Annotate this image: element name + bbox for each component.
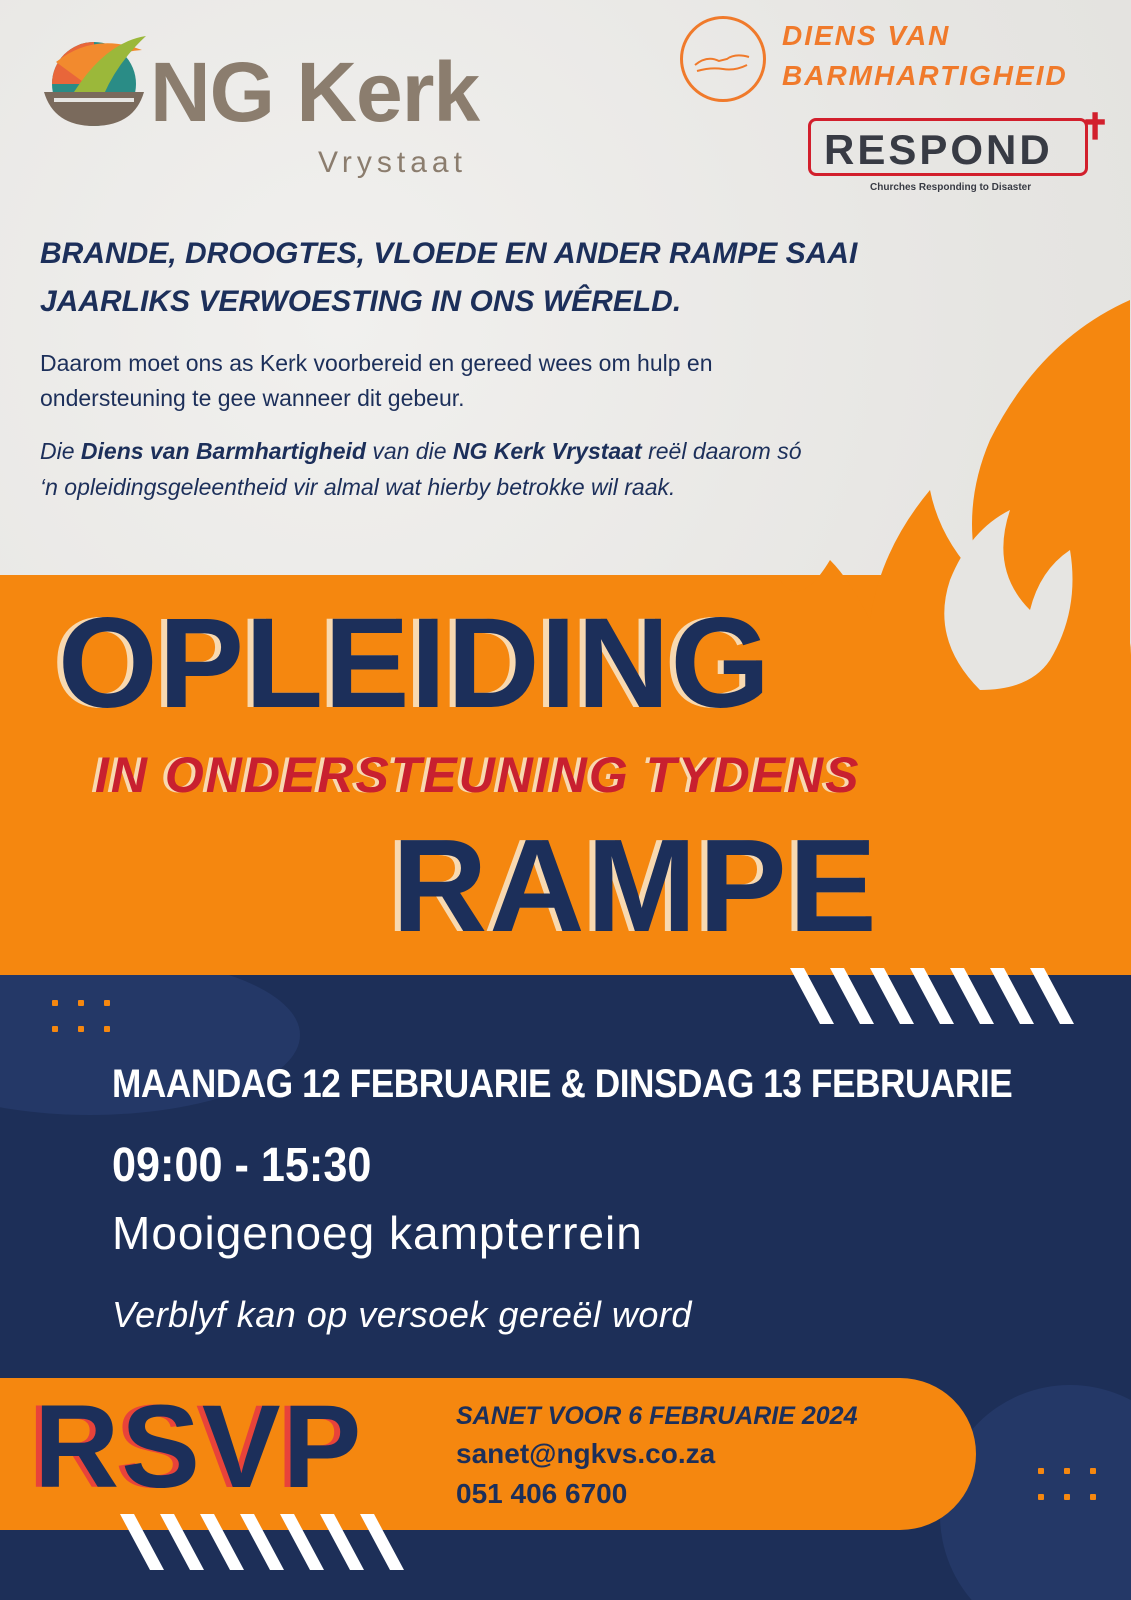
detail-text: Die: [40, 438, 81, 464]
service-title-line1: DIENS VAN: [782, 20, 951, 51]
event-time: 09:00 - 15:30: [112, 1139, 372, 1192]
title-line-3: RAMPE: [392, 812, 879, 959]
rsvp-contact: SANET VOOR 6 FEBRUARIE 2024: [456, 1402, 858, 1430]
org-region: Vrystaat: [318, 146, 467, 179]
title-line-1: OPLEIDING: [58, 592, 772, 735]
intro-detail: [40, 433, 820, 505]
title-line-2: IN ONDERSTEUNING TYDENS: [95, 747, 861, 803]
detail-church-name: NG Kerk Vrystaat: [452, 438, 642, 464]
detail-service-name: Diens van Barmhartigheid: [80, 438, 366, 464]
dots-decoration: [52, 1000, 110, 1032]
decorative-shape: [940, 1385, 1131, 1600]
intro-headline: BRANDE, DROOGTES, VLOEDE EN ANDER RAMPE SAAI JAARLIKS VERWOESTING IN ONS WÊRELD.: [40, 237, 858, 318]
detail-text: van die: [365, 438, 453, 464]
lodging-note: Verblyf kan op versoek gereël word: [112, 1294, 692, 1335]
respond-tagline: Churches Responding to Disaster: [870, 182, 1032, 193]
event-dates: MAANDAG 12 FEBRUARIE & DINSDAG 13 FEBRUARIE: [112, 1062, 1013, 1106]
detail-text: reël daarom só ‘n opleidingsgeleentheid vir almal wat hierby betrokke wil raak.: [40, 438, 802, 500]
rsvp-heading: RSVP: [34, 1381, 364, 1513]
org-name: NG Kerk: [150, 45, 480, 139]
service-title-line2: BARMHARTIGHEID: [782, 60, 1068, 91]
intro-paragraph: Daarom moet ons as Kerk voorbereid en gereed wees om hulp en ondersteuning te gee wanneer dit gebeur.: [40, 350, 713, 411]
ng-kerk-emblem-icon: [44, 36, 146, 126]
flame-icon: [740, 280, 1131, 710]
respond-logo-text: RESPOND: [824, 126, 1053, 173]
event-venue: Mooigenoeg kampterrein: [112, 1207, 643, 1259]
helping-hands-icon: [680, 16, 766, 102]
stripes-decoration: [790, 968, 1110, 1024]
rsvp-phone-link[interactable]: 051 406 6700: [456, 1478, 628, 1509]
rsvp-email-link[interactable]: sanet@ngkvs.co.za: [456, 1438, 716, 1469]
cross-icon: ✝: [1080, 106, 1111, 147]
stripes-decoration: [120, 1514, 440, 1570]
dots-decoration: [1038, 1468, 1096, 1500]
